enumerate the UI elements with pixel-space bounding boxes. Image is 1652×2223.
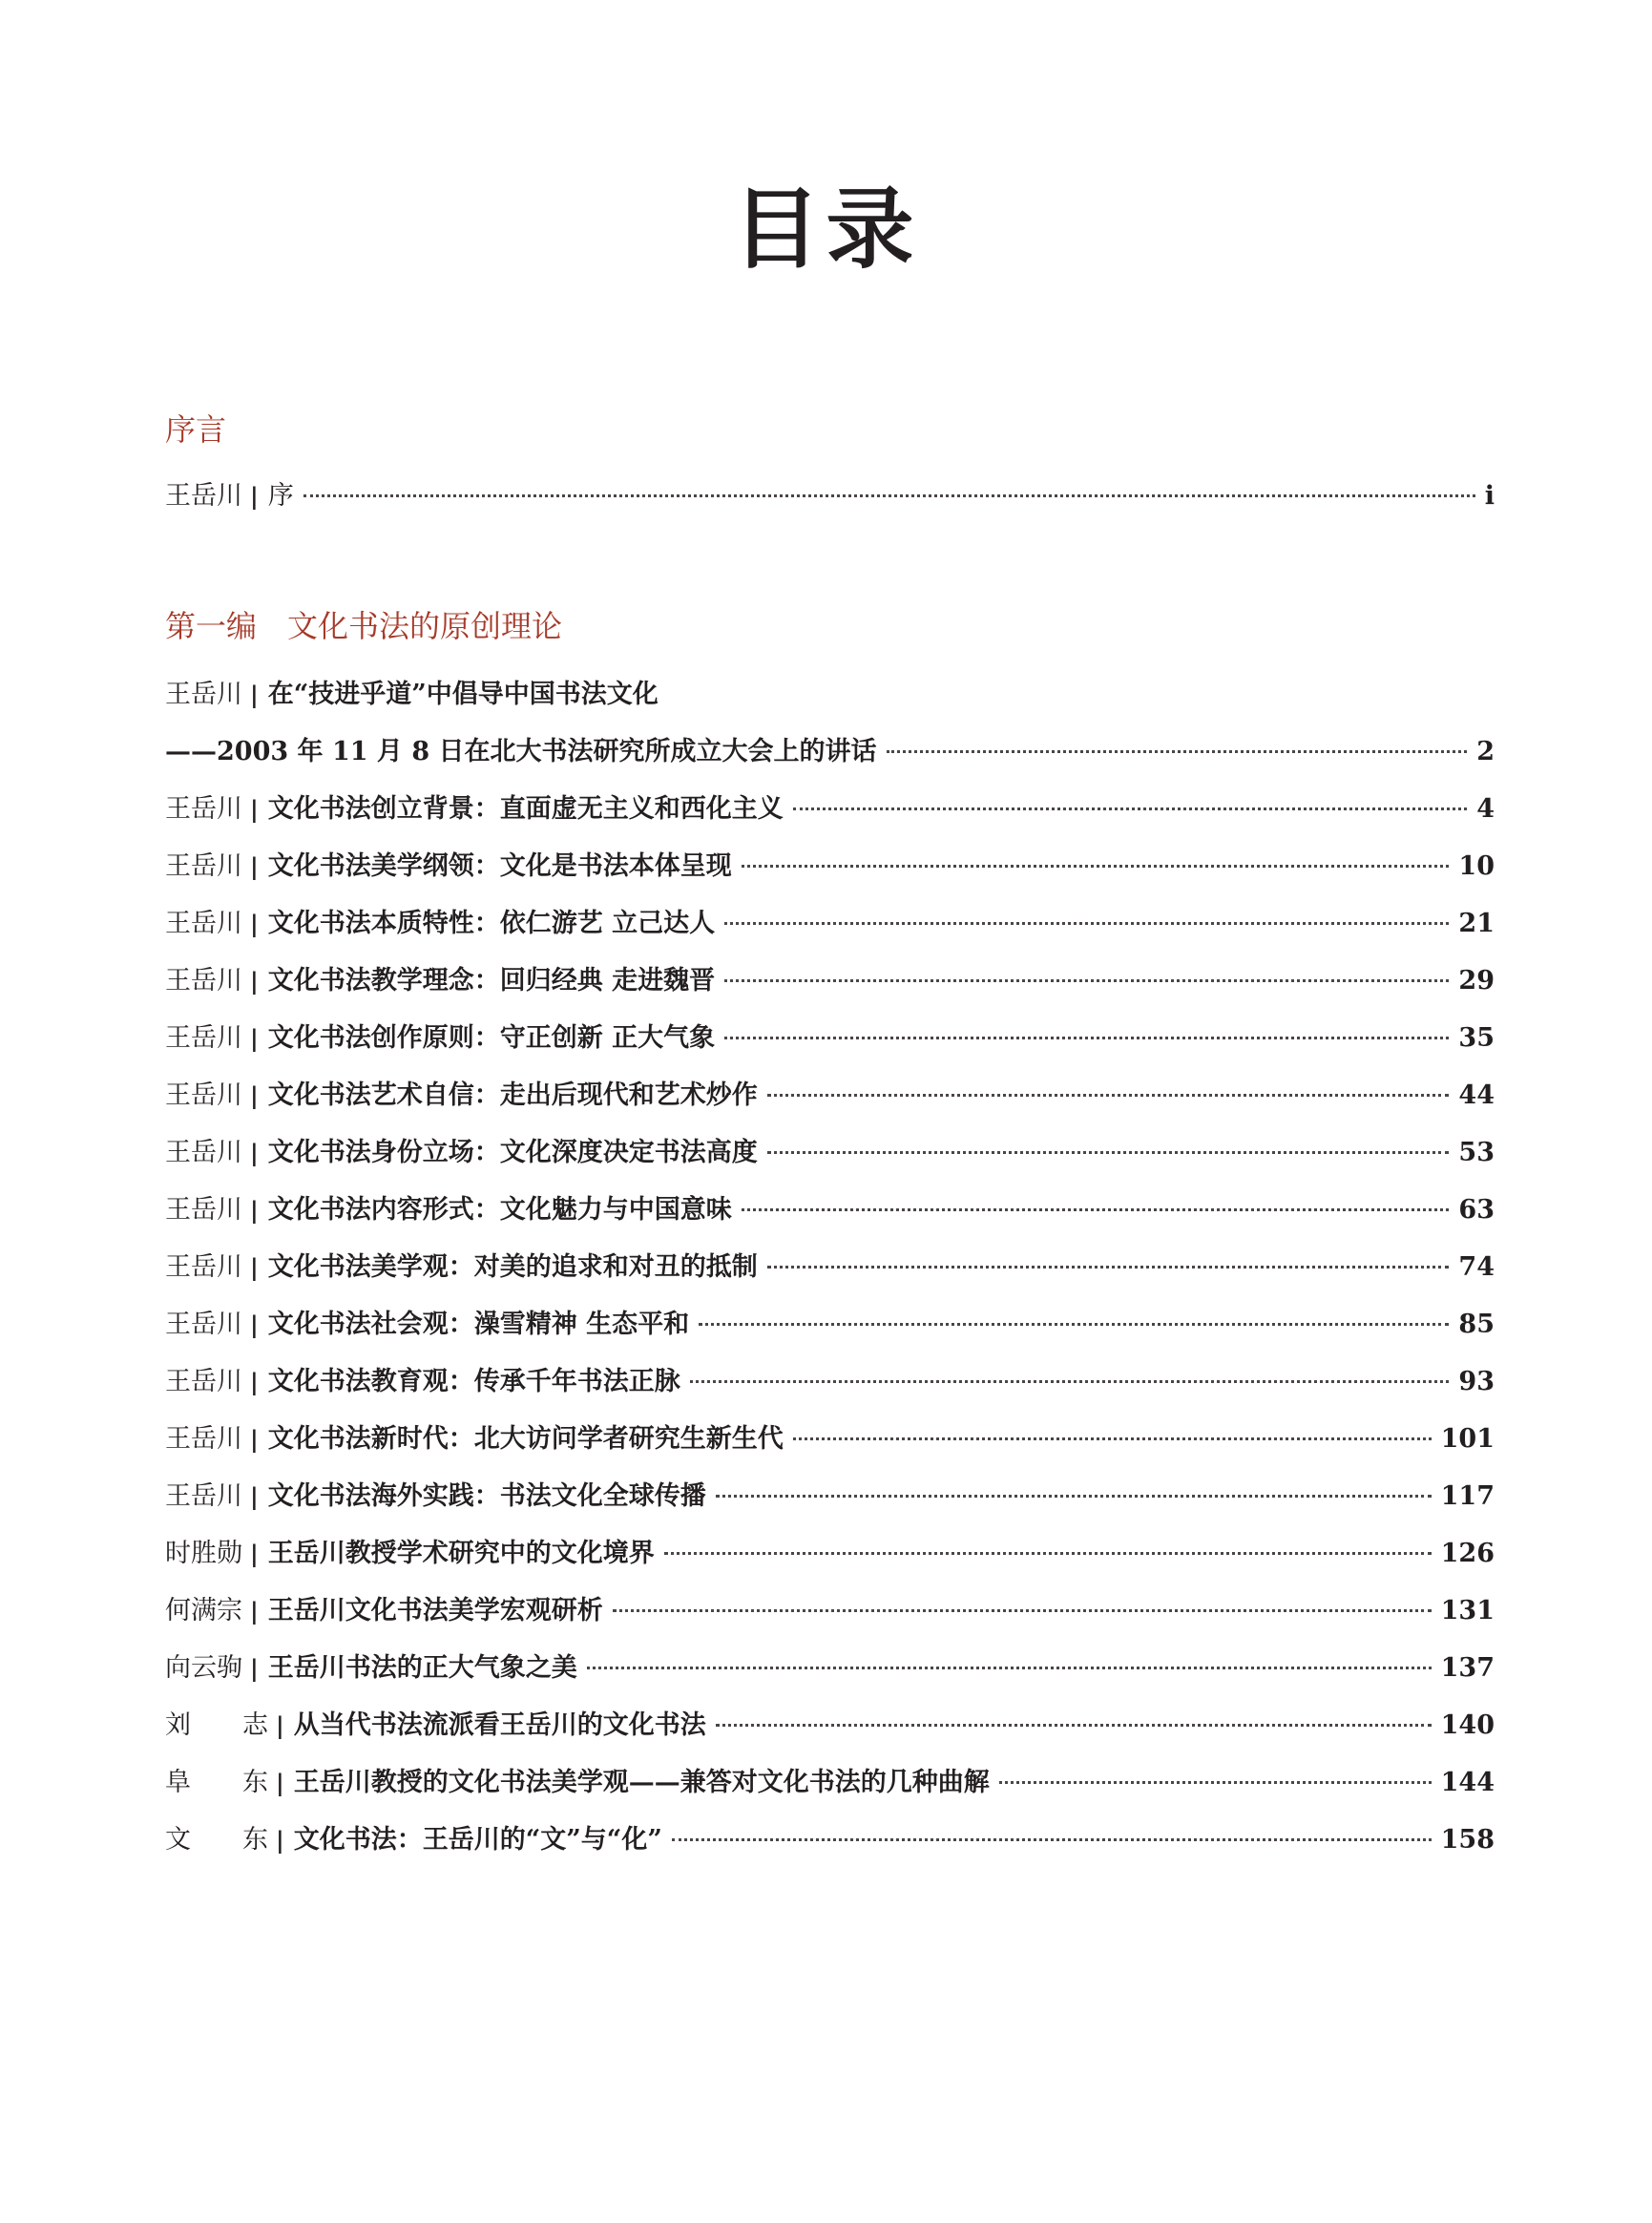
entry-page-number: 4 — [1476, 794, 1495, 824]
entry-page-number: 35 — [1458, 1023, 1495, 1053]
entry-author: 何满宗 — [165, 1596, 242, 1625]
entry-title: 王岳川教授的文化书法美学观——兼答对文化书法的几种曲解 — [293, 1768, 990, 1797]
entry-title: 文化书法教育观：传承千年书法正脉 — [267, 1367, 680, 1396]
entry-title: 文化书法：王岳川的“文”与“化” — [293, 1825, 662, 1855]
dot-leader — [587, 1667, 1432, 1669]
entry-author: 时胜勋 — [165, 1539, 242, 1568]
entry-title: 王岳川教授学术研究中的文化境界 — [267, 1539, 655, 1568]
entry-separator: | — [250, 1139, 259, 1166]
toc-entry[interactable] — [165, 1306, 1495, 1344]
dot-leader — [793, 807, 1467, 810]
toc-entry[interactable] — [165, 1134, 1495, 1172]
dot-leader — [690, 1380, 1450, 1383]
toc-entry[interactable] — [165, 1478, 1495, 1516]
entry-page-number: 93 — [1458, 1367, 1495, 1396]
entry-page-number: 10 — [1458, 851, 1495, 881]
toc-entry[interactable] — [165, 905, 1495, 943]
toc-entry[interactable] — [165, 1248, 1495, 1287]
toc-entry[interactable] — [165, 1764, 1495, 1802]
entry-author: 王岳川 — [165, 1367, 242, 1396]
toc-entry[interactable] — [165, 1191, 1495, 1229]
entry-page-number: 29 — [1458, 966, 1495, 996]
entry-author: 王岳川 — [165, 909, 242, 938]
dot-leader — [724, 979, 1449, 982]
dot-leader — [724, 922, 1449, 925]
dot-leader — [613, 1609, 1432, 1612]
dot-leader — [716, 1724, 1432, 1727]
entry-page-number: 53 — [1458, 1138, 1495, 1167]
entry-separator: | — [250, 1368, 259, 1395]
entry-title: 文化书法美学纲领：文化是书法本体呈现 — [267, 851, 732, 881]
entry-title: 文化书法社会观：澡雪精神 生态平和 — [267, 1310, 690, 1339]
entry-separator: | — [250, 1024, 259, 1052]
entry-separator: | — [250, 1654, 259, 1682]
toc-entry[interactable] — [165, 1420, 1495, 1458]
entry-title: 从当代书法流派看王岳川的文化书法 — [293, 1710, 706, 1740]
entry-title: 文化书法艺术自信：走出后现代和艺术炒作 — [267, 1080, 758, 1110]
entry-author: 王岳川 — [165, 1080, 242, 1110]
entry-page-number: 158 — [1440, 1825, 1495, 1855]
toc-entry[interactable] — [165, 1649, 1495, 1688]
entry-title: 文化书法创立背景：直面虚无主义和西化主义 — [267, 794, 784, 824]
entry-author: 文 东 — [165, 1825, 268, 1855]
entry-page-number: 63 — [1458, 1195, 1495, 1225]
entry-author: 王岳川 — [165, 1023, 242, 1053]
entry-separator: | — [250, 795, 259, 823]
entry-page-number: 74 — [1458, 1252, 1495, 1282]
toc-entry[interactable] — [165, 790, 1495, 828]
toc-entry[interactable] — [165, 962, 1495, 1000]
entry-page-number: 126 — [1440, 1539, 1495, 1568]
entry-title: 在“技进乎道”中倡导中国书法文化 — [267, 680, 659, 709]
entry-separator: | — [276, 1826, 284, 1854]
entry-author: 向云驹 — [165, 1653, 242, 1683]
entry-author: 王岳川 — [165, 1195, 242, 1225]
page-title: 目录 — [732, 178, 920, 281]
entry-title: 文化书法教学理念：回归经典 走进魏晋 — [267, 966, 716, 996]
entry-author: 王岳川 — [165, 1252, 242, 1282]
entry-author: 王岳川 — [165, 966, 242, 996]
entry-separator: | — [250, 1425, 259, 1453]
dot-leader — [672, 1838, 1432, 1841]
entry-title: 序 — [267, 481, 294, 511]
part-title: 文化书法的原创理论 — [287, 608, 563, 644]
entry-author: 王岳川 — [165, 1424, 242, 1454]
entry-title: 王岳川文化书法美学宏观研析 — [267, 1596, 603, 1625]
entry-separator: | — [276, 1769, 284, 1796]
entry-title: 王岳川书法的正大气象之美 — [267, 1653, 577, 1683]
toc-entry[interactable] — [165, 1535, 1495, 1573]
dot-leader — [716, 1495, 1432, 1498]
entry-author: 王岳川 — [165, 851, 242, 881]
entry-separator: | — [250, 1311, 259, 1338]
entry-title: 文化书法内容形式：文化魅力与中国意味 — [267, 1195, 732, 1225]
entry-page-number: 44 — [1458, 1080, 1495, 1110]
entry-separator: | — [250, 1597, 259, 1625]
toc-entry[interactable] — [165, 1821, 1495, 1859]
dot-leader — [699, 1323, 1449, 1326]
toc-entry-first-subtitle[interactable] — [165, 733, 1495, 771]
dot-leader — [767, 1266, 1450, 1269]
toc-entry[interactable] — [165, 1019, 1495, 1058]
toc-entry-first[interactable] — [165, 676, 1495, 714]
entry-separator: | — [250, 1253, 259, 1281]
dot-leader — [303, 494, 1475, 497]
dot-leader — [887, 750, 1468, 753]
dot-leader — [767, 1094, 1450, 1097]
toc-entry[interactable] — [165, 1592, 1495, 1630]
toc-entry[interactable] — [165, 1077, 1495, 1115]
toc-entry[interactable] — [165, 1707, 1495, 1745]
entry-separator: | — [250, 852, 259, 880]
entry-separator: | — [250, 910, 259, 937]
dot-leader — [742, 865, 1450, 868]
entry-title: 文化书法创作原则：守正创新 正大气象 — [267, 1023, 716, 1053]
entry-separator: | — [250, 967, 259, 995]
toc-entry[interactable] — [165, 848, 1495, 886]
entry-author: 王岳川 — [165, 481, 242, 511]
entry-page-number: 117 — [1440, 1481, 1495, 1511]
entry-page-number: i — [1484, 481, 1495, 511]
entry-page-number: 101 — [1440, 1424, 1495, 1454]
entry-subtitle: ——2003 年 11 月 8 日在北大书法研究所成立大会上的讲话 — [165, 737, 877, 766]
entry-author: 王岳川 — [165, 680, 242, 709]
entry-separator: | — [250, 681, 259, 708]
dot-leader — [767, 1151, 1450, 1154]
entry-separator: | — [250, 482, 259, 510]
dot-leader — [999, 1781, 1432, 1784]
entry-separator: | — [250, 1081, 259, 1109]
dot-leader — [793, 1437, 1432, 1440]
entry-author: 王岳川 — [165, 1138, 242, 1167]
entry-title: 文化书法美学观：对美的追求和对丑的抵制 — [267, 1252, 758, 1282]
entry-author: 王岳川 — [165, 794, 242, 824]
part-number: 第一编 — [165, 608, 258, 644]
entry-separator: | — [250, 1196, 259, 1224]
dot-leader — [724, 1037, 1449, 1039]
entry-author: 王岳川 — [165, 1310, 242, 1339]
entry-author: 阜 东 — [165, 1768, 268, 1797]
entry-page-number: 140 — [1440, 1710, 1495, 1740]
toc-entry-preface[interactable] — [165, 477, 1495, 515]
entry-separator: | — [250, 1482, 259, 1510]
entry-page-number: 21 — [1458, 909, 1495, 938]
entry-page-number: 2 — [1476, 737, 1495, 766]
entry-page-number: 131 — [1440, 1596, 1495, 1625]
entry-title: 文化书法新时代：北大访问学者研究生新生代 — [267, 1424, 784, 1454]
entry-title: 文化书法本质特性：依仁游艺 立己达人 — [267, 909, 716, 938]
toc-entry[interactable] — [165, 1363, 1495, 1401]
entry-title: 文化书法身份立场：文化深度决定书法高度 — [267, 1138, 758, 1167]
entry-author: 刘 志 — [165, 1710, 268, 1740]
dot-leader — [664, 1552, 1432, 1555]
entry-page-number: 137 — [1440, 1653, 1495, 1683]
entry-page-number: 85 — [1458, 1310, 1495, 1339]
entry-page-number: 144 — [1440, 1768, 1495, 1797]
section-heading-part1[interactable] — [165, 607, 562, 645]
entry-separator: | — [250, 1540, 259, 1567]
dot-leader — [742, 1208, 1450, 1211]
section-heading-preface[interactable]: 序言 — [165, 411, 227, 448]
entry-separator: | — [276, 1711, 284, 1739]
entry-title: 文化书法海外实践：书法文化全球传播 — [267, 1481, 706, 1511]
entry-author: 王岳川 — [165, 1481, 242, 1511]
